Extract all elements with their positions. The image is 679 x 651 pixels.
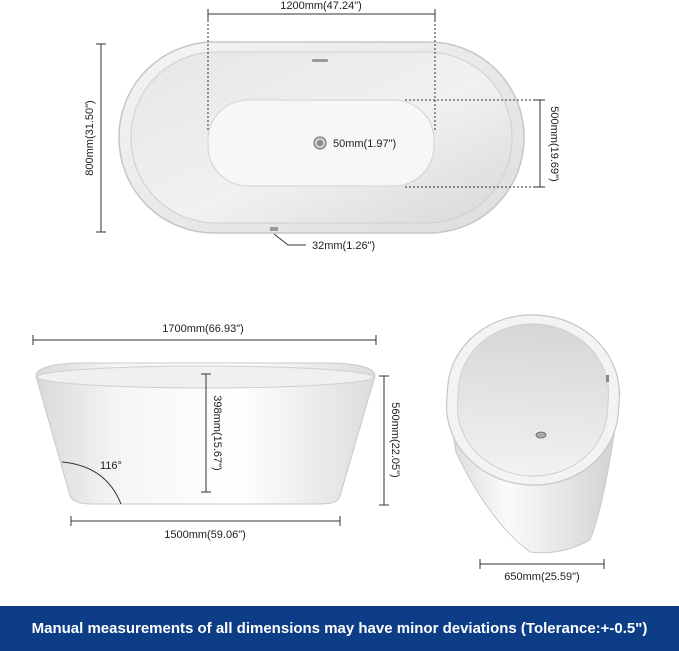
rim-marker [270, 227, 278, 231]
tolerance-note: Manual measurements of all dimensions may have minor deviations (Tolerance:+-0.5") [31, 620, 648, 637]
top-view [84, 0, 560, 252]
width-label-800: 800mm(31.50") [84, 100, 96, 176]
depth-label-398: 398mm(15.67") [211, 395, 223, 471]
end-drain-icon [536, 432, 546, 438]
inner-width-label-500: 500mm(19.69") [548, 106, 560, 182]
end-width-label-650: 650mm(25.59") [504, 571, 580, 583]
height-label-560: 560mm(22.05") [389, 402, 401, 478]
overflow-slot [312, 59, 328, 62]
angle-label-116: 116° [100, 460, 122, 472]
side-tub-rim [37, 366, 373, 388]
length-label-1200: 1200mm(47.24") [280, 0, 362, 12]
width-dimension-800 [96, 44, 106, 232]
drain-icon [314, 137, 326, 149]
drain-label-50: 50mm(1.97") [333, 138, 397, 150]
rim-leader [274, 234, 306, 245]
top-length-dimension-1700 [33, 335, 376, 345]
end-view [441, 309, 624, 583]
bottom-length-label-1500: 1500mm(59.06") [164, 529, 246, 541]
bottom-length-dimension-1500 [71, 516, 340, 526]
height-dimension-560 [379, 376, 389, 505]
tolerance-banner [0, 606, 679, 651]
end-width-dimension-650 [480, 559, 604, 569]
rim-label-32: 32mm(1.26") [312, 240, 376, 252]
end-overflow-slot [606, 375, 609, 382]
side-view [33, 323, 401, 541]
top-length-label-1700: 1700mm(66.93") [162, 323, 244, 335]
